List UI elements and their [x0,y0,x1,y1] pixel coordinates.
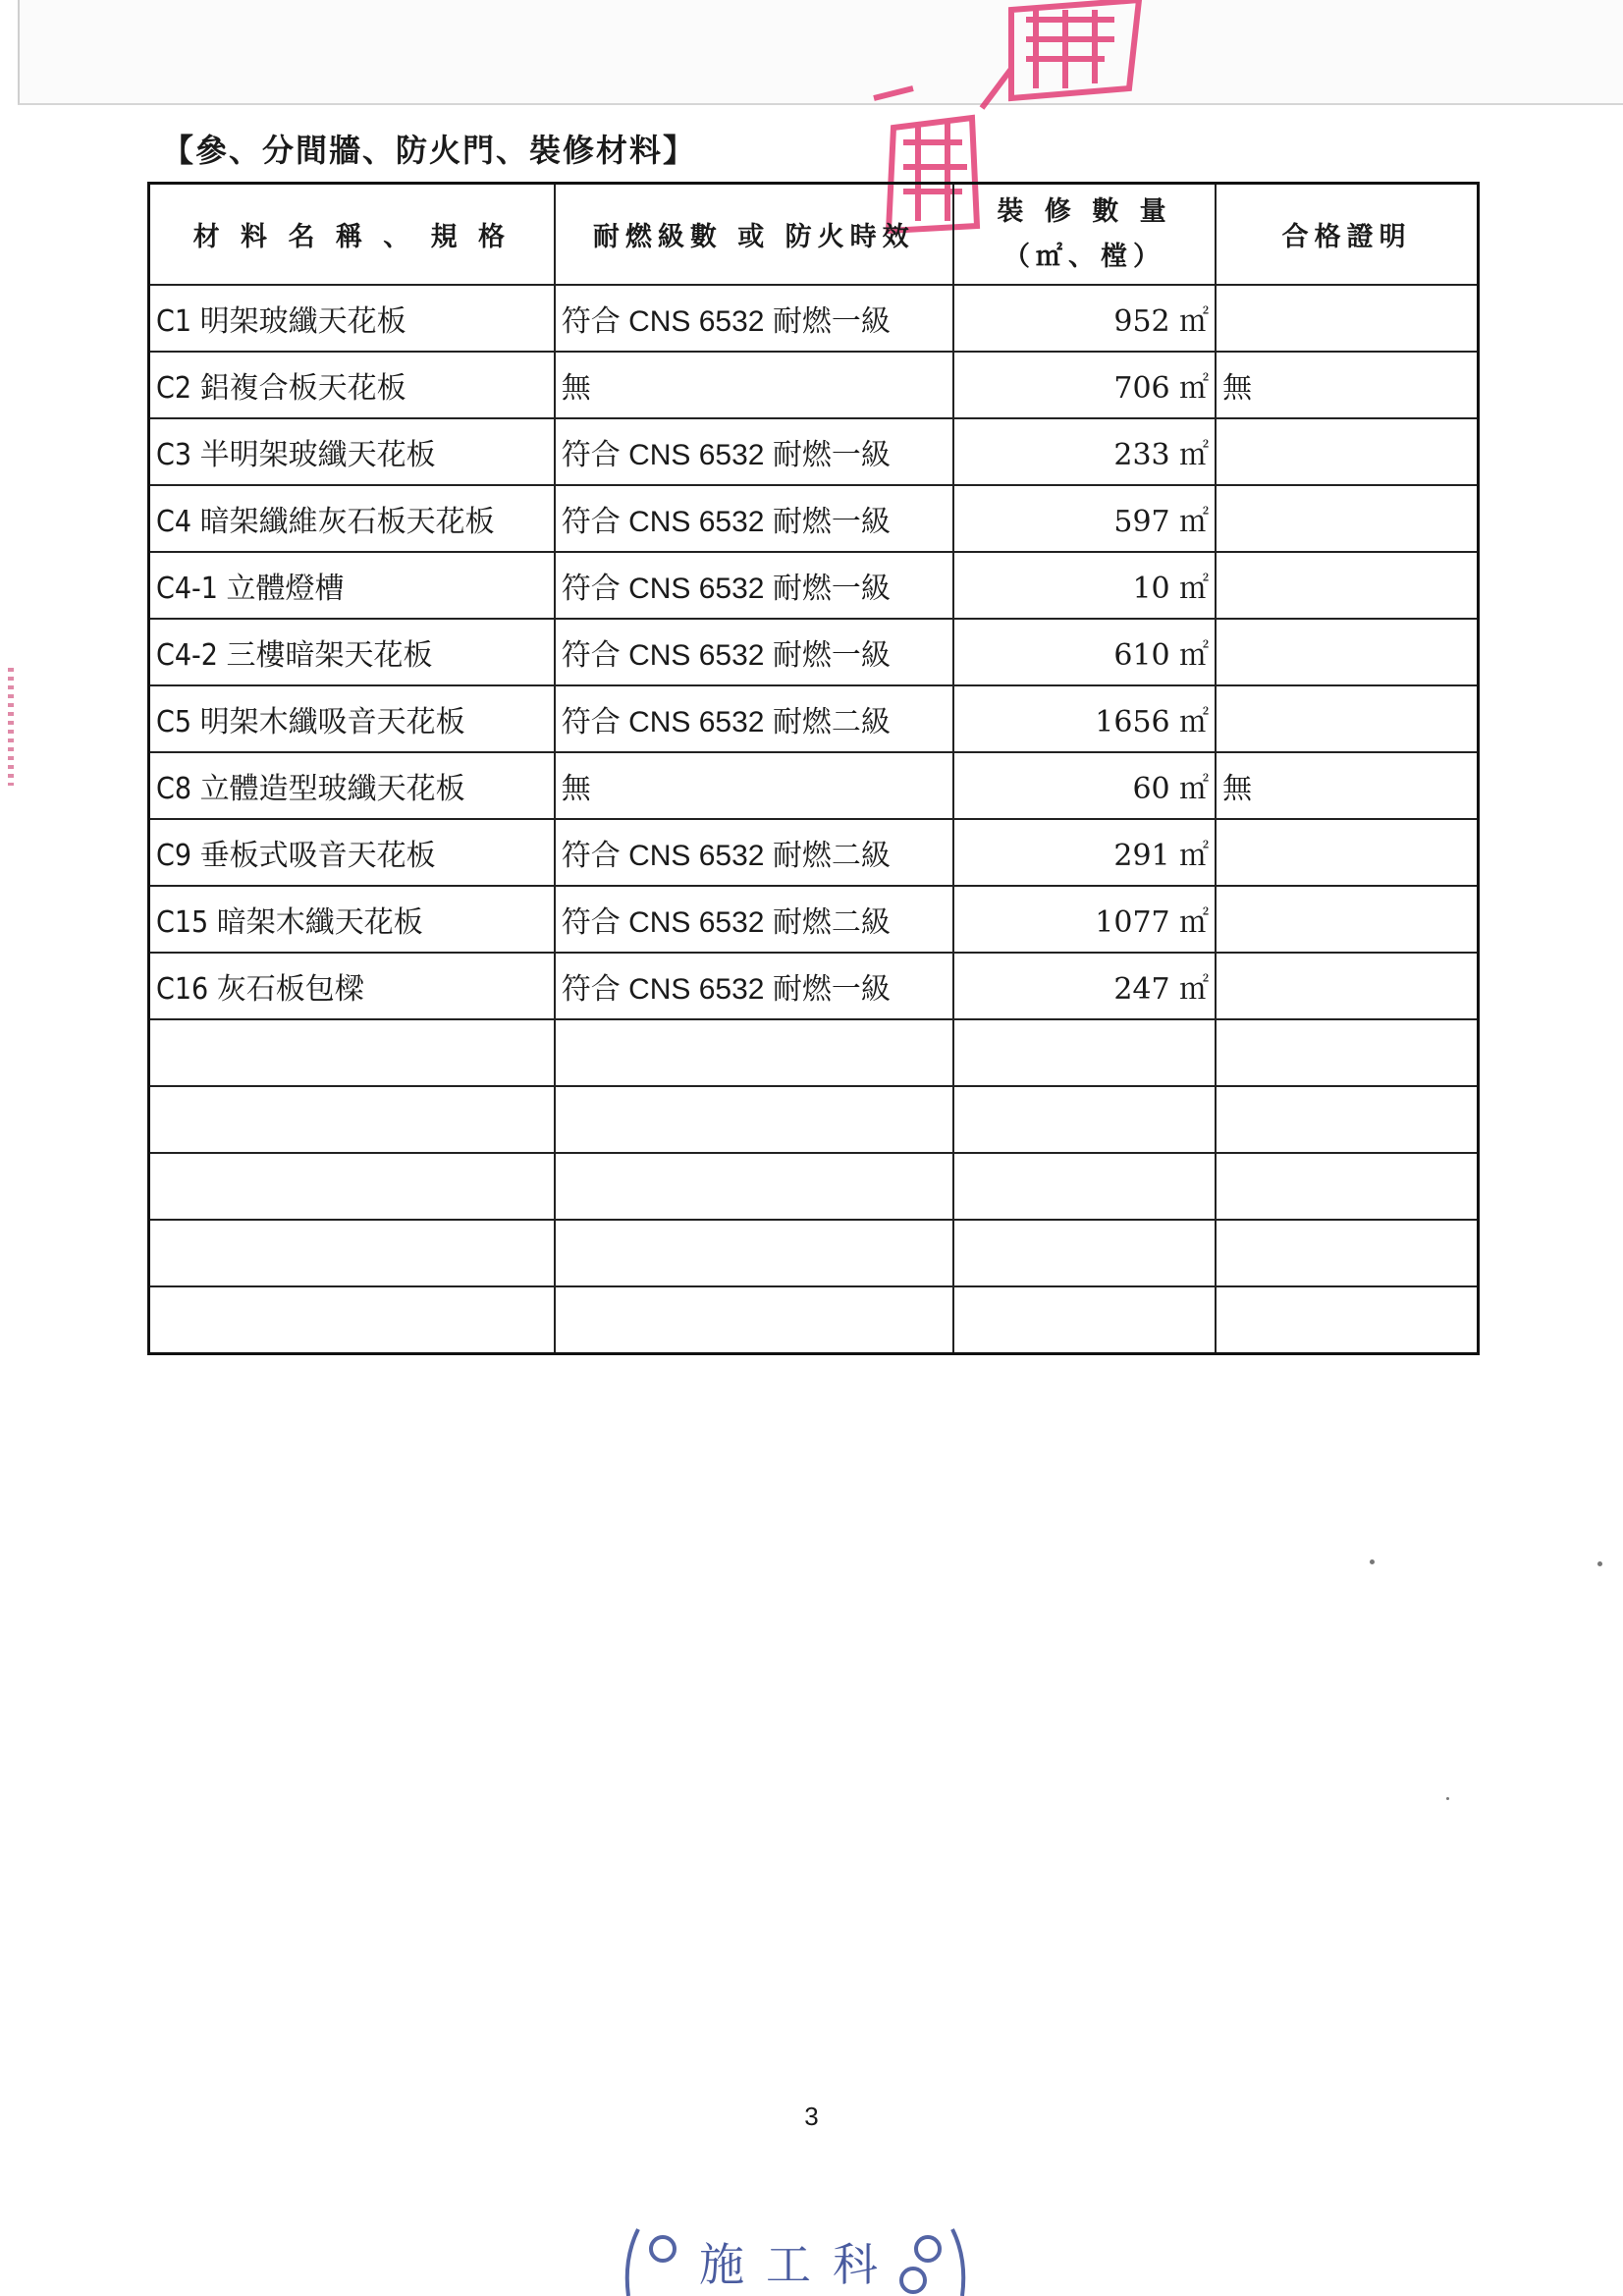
certificate-cell: 無 [1216,752,1478,819]
material-name-cell: C1 明架玻纖天花板 [149,285,555,352]
table-row [149,1153,1479,1220]
table-row [149,953,1479,1019]
certificate-cell [1216,819,1478,886]
materials-table [147,182,1480,1355]
quantity-cell [953,1220,1216,1286]
fire-rating-cell: 無 [555,752,953,819]
material-name-cell: C16 灰石板包樑 [149,953,555,1019]
certificate-cell [1216,1153,1478,1220]
quantity-cell: 291 ㎡ [953,819,1216,886]
material-name-cell: C4-1 立體燈槽 [149,552,555,619]
fire-rating-cell: 無 [555,352,953,418]
certificate-cell: 無 [1216,352,1478,418]
table-row [149,1019,1479,1086]
certificate-cell [1216,953,1478,1019]
scan-speck [1370,1559,1375,1564]
certificate-cell [1216,418,1478,485]
quantity-cell [953,1286,1216,1354]
material-name-cell [149,1220,555,1286]
blue-stamp-text: 施工科 [699,2238,899,2291]
table-row [149,619,1479,685]
header-quantity-line2: （㎡、樘） [1002,241,1165,272]
fire-rating-cell: 符合 CNS 6532 耐燃一級 [555,552,953,619]
quantity-cell [953,1153,1216,1220]
quantity-cell: 233 ㎡ [953,418,1216,485]
certificate-cell [1216,1086,1478,1153]
table-row [149,552,1479,619]
quantity-cell [953,1086,1216,1153]
header-quantity-line1: 裝 修 數 量 [997,195,1172,227]
header-certificate: 合格證明 [1216,184,1478,286]
quantity-cell: 60 ㎡ [953,752,1216,819]
table-row [149,1086,1479,1153]
table-row [149,886,1479,953]
fire-rating-cell: 符合 CNS 6532 耐燃一級 [555,285,953,352]
header-material-name: 材 料 名 稱 、 規 格 [149,184,555,286]
certificate-cell [1216,1220,1478,1286]
fire-rating-cell [555,1019,953,1086]
material-name-cell: C8 立體造型玻纖天花板 [149,752,555,819]
table-row [149,685,1479,752]
quantity-cell: 1077 ㎡ [953,886,1216,953]
certificate-cell [1216,1019,1478,1086]
material-name-cell [149,1286,555,1354]
quantity-cell: 952 ㎡ [953,285,1216,352]
fire-rating-cell: 符合 CNS 6532 耐燃二級 [555,685,953,752]
quantity-cell: 1656 ㎡ [953,685,1216,752]
scan-speck [1597,1561,1602,1566]
fire-rating-cell: 符合 CNS 6532 耐燃一級 [555,619,953,685]
fire-rating-cell: 符合 CNS 6532 耐燃一級 [555,953,953,1019]
top-margin-bar [18,0,1623,105]
header-fire-rating: 耐燃級數 或 防火時效 [555,184,953,286]
fire-rating-cell: 符合 CNS 6532 耐燃二級 [555,886,953,953]
fire-rating-cell [555,1153,953,1220]
quantity-cell: 610 ㎡ [953,619,1216,685]
material-name-cell: C3 半明架玻纖天花板 [149,418,555,485]
material-name-cell: C4-2 三樓暗架天花板 [149,619,555,685]
table-row [149,752,1479,819]
table-row [149,1220,1479,1286]
certificate-cell [1216,685,1478,752]
quantity-cell: 10 ㎡ [953,552,1216,619]
material-name-cell [149,1086,555,1153]
quantity-cell: 247 ㎡ [953,953,1216,1019]
certificate-cell [1216,619,1478,685]
table-row [149,485,1479,552]
fire-rating-cell [555,1220,953,1286]
quantity-cell: 706 ㎡ [953,352,1216,418]
table-row [149,1286,1479,1354]
material-name-cell [149,1153,555,1220]
material-name-cell: C9 垂板式吸音天花板 [149,819,555,886]
material-name-cell: C5 明架木纖吸音天花板 [149,685,555,752]
table-row [149,285,1479,352]
fire-rating-cell: 符合 CNS 6532 耐燃一級 [555,418,953,485]
header-quantity [953,184,1216,286]
fire-rating-cell [555,1286,953,1354]
quantity-cell [953,1019,1216,1086]
certificate-cell [1216,485,1478,552]
material-name-cell [149,1019,555,1086]
margin-mark [8,668,14,786]
table-row [149,819,1479,886]
certificate-cell [1216,1286,1478,1354]
certificate-cell [1216,886,1478,953]
fire-rating-cell [555,1086,953,1153]
scan-speck [1446,1797,1449,1800]
fire-rating-cell: 符合 CNS 6532 耐燃一級 [555,485,953,552]
quantity-cell: 597 ㎡ [953,485,1216,552]
material-name-cell: C2 鋁複合板天花板 [149,352,555,418]
table-row [149,352,1479,418]
material-name-cell: C4 暗架纖維灰石板天花板 [149,485,555,552]
certificate-cell [1216,552,1478,619]
material-name-cell: C15 暗架木纖天花板 [149,886,555,953]
section-heading: 【參、分間牆、防火門、裝修材料】 [162,132,697,169]
table-header-row [149,184,1479,286]
fire-rating-cell: 符合 CNS 6532 耐燃二級 [555,819,953,886]
table-row [149,418,1479,485]
certificate-cell [1216,285,1478,352]
page-number: 3 [804,2102,819,2131]
